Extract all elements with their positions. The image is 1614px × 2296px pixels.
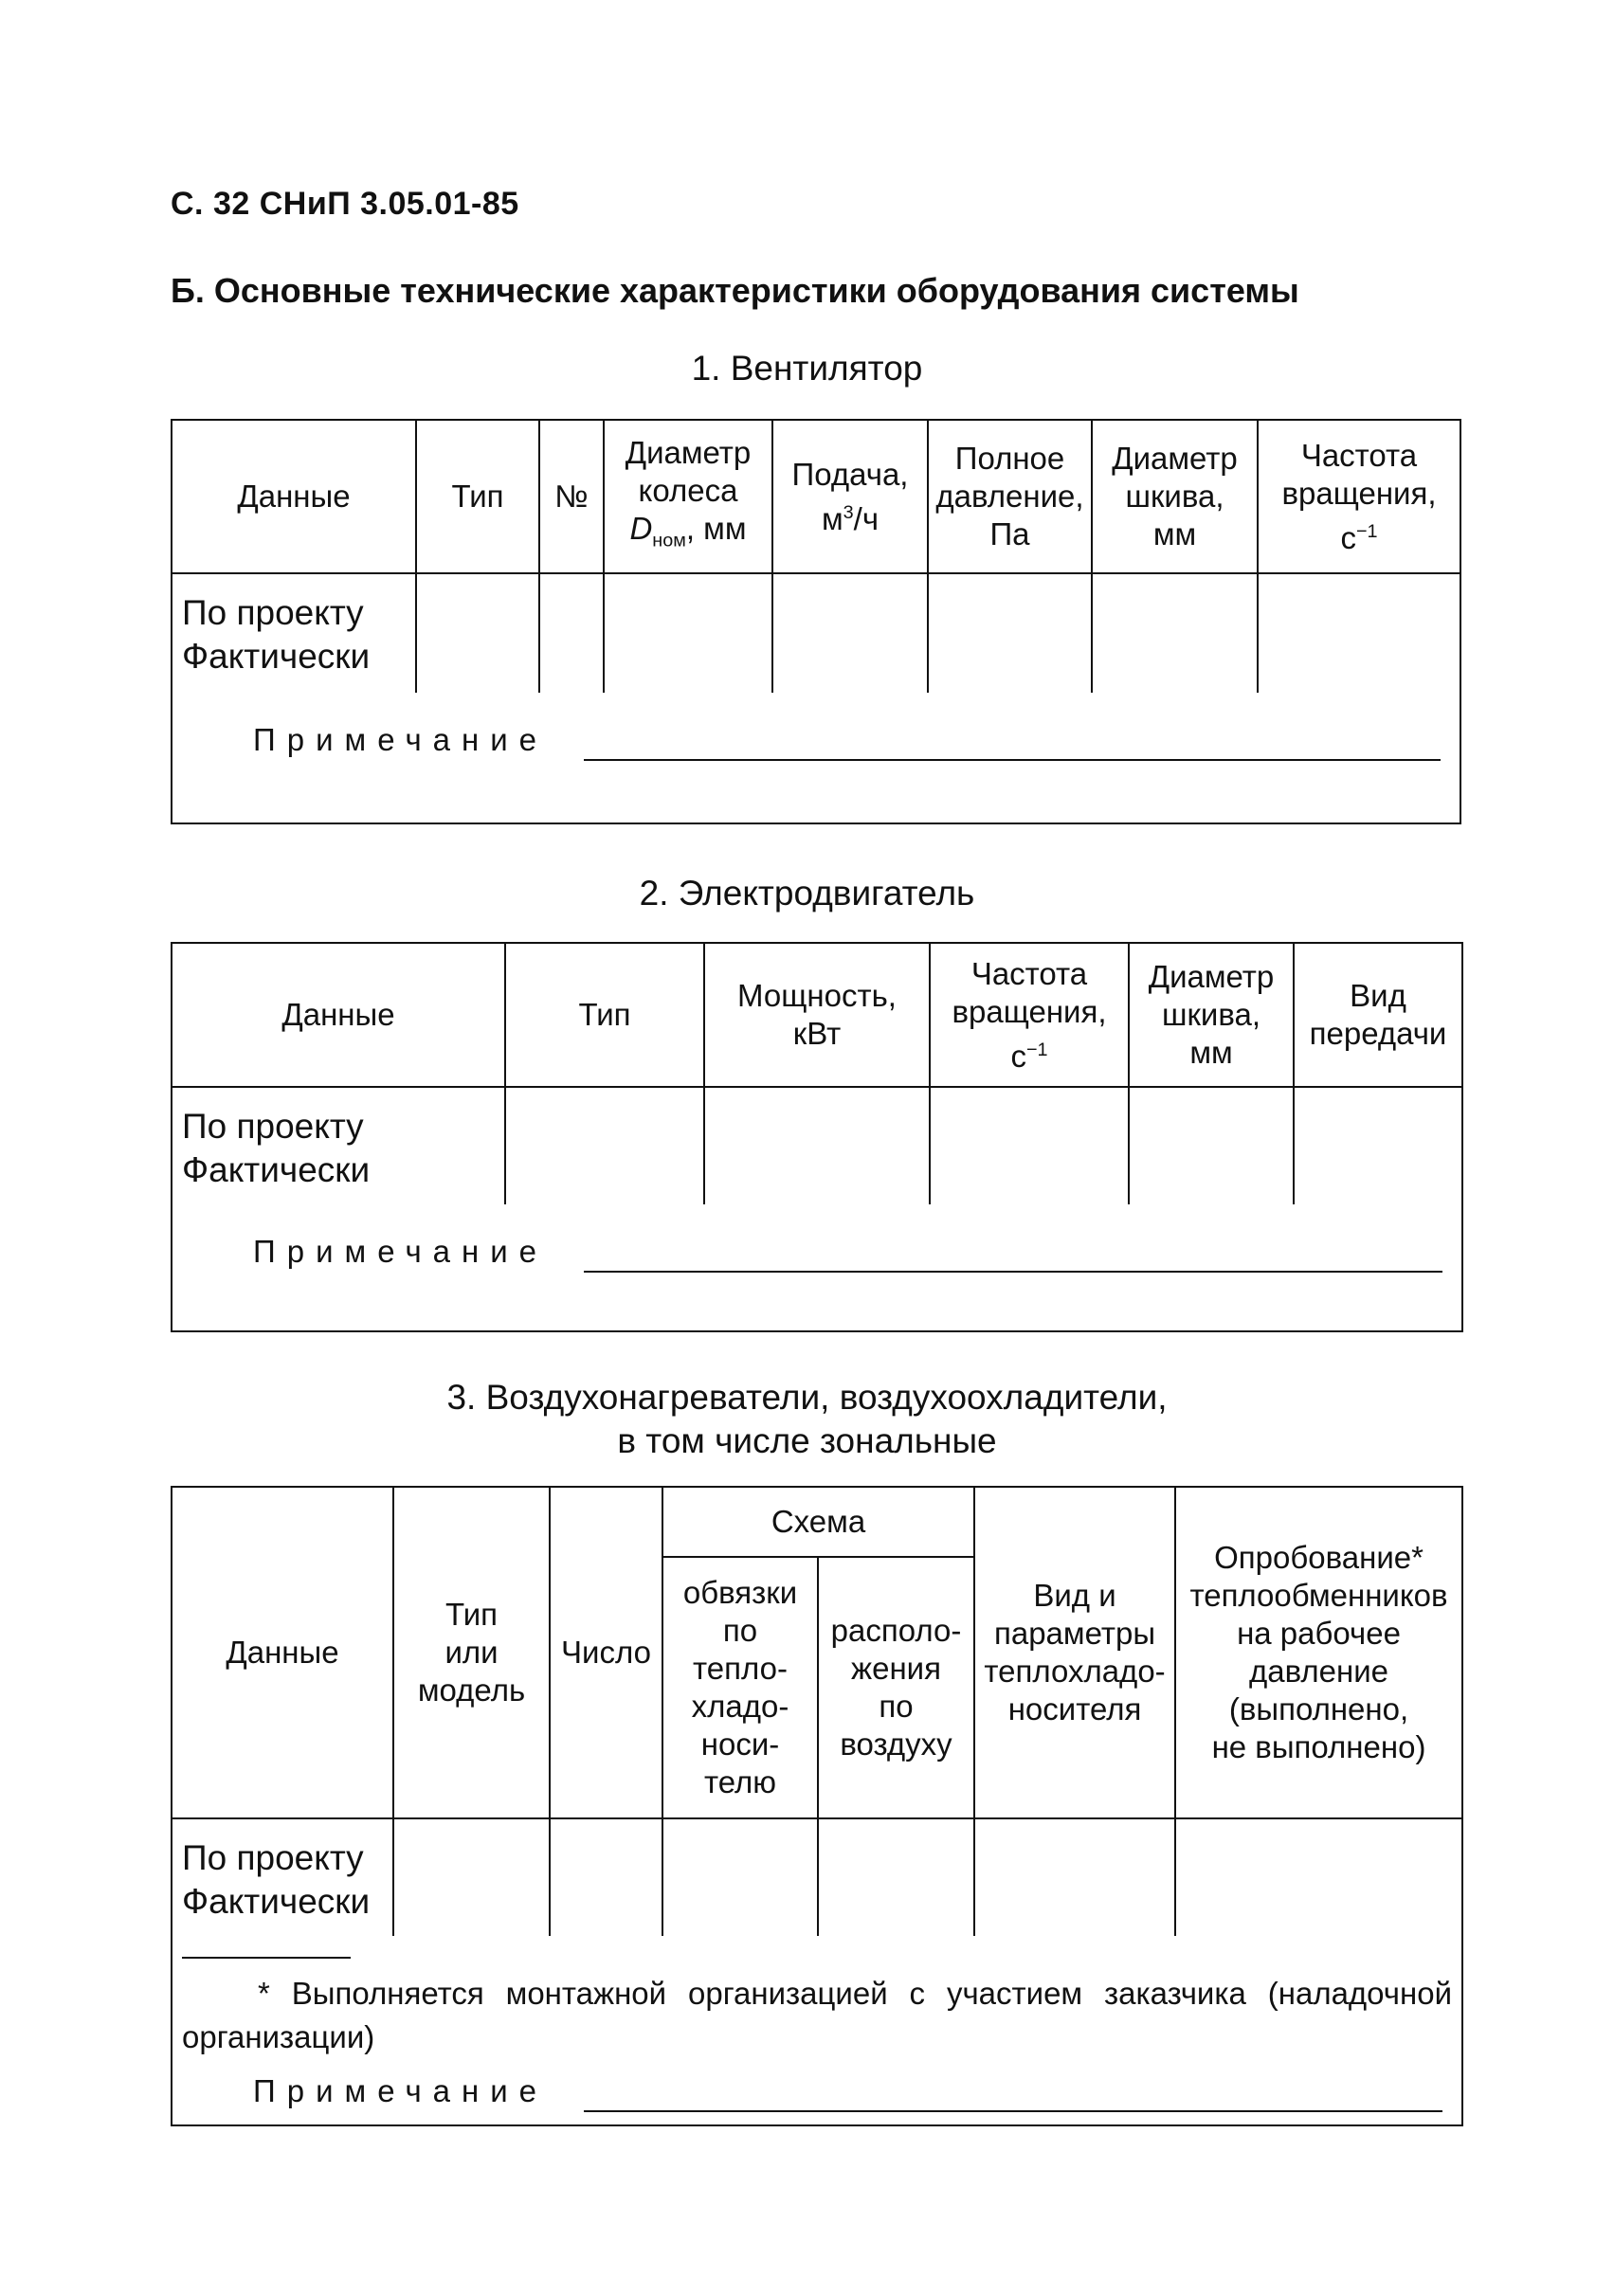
section-title: Б. Основные технические характеристики оборудования системы xyxy=(171,271,1299,310)
note-label: Примечание xyxy=(253,722,549,757)
col-type-model: Тип или модель xyxy=(393,1487,550,1818)
cell-empty xyxy=(1129,1087,1294,1204)
row-labels: По проекту Фактически xyxy=(172,1087,505,1204)
cell-empty xyxy=(539,573,604,693)
note-label: Примечание xyxy=(253,2073,549,2108)
heater-table xyxy=(171,1486,1463,2126)
cell-empty xyxy=(1175,1818,1462,1936)
table1-title: 1. Вентилятор xyxy=(691,349,923,388)
col-data: Данные xyxy=(172,1487,393,1818)
note-line xyxy=(584,2110,1442,2112)
footnote: * Выполняется монтажной организацией с участием заказчика (наладочной организации) xyxy=(182,1976,1453,2054)
col-scheme-binding: обвязки по тепло- хладо- носи- телю xyxy=(662,1557,818,1818)
cell-empty xyxy=(604,573,772,693)
note-line xyxy=(584,759,1441,761)
cell-empty xyxy=(1258,573,1460,693)
cell-empty xyxy=(550,1818,662,1936)
cell-empty xyxy=(772,573,928,693)
col-rotation: Частота вращения, $с^{-1}$ xyxy=(1258,420,1460,573)
cell-empty xyxy=(974,1818,1175,1936)
cell-empty xyxy=(818,1818,974,1936)
cell-empty xyxy=(930,1087,1129,1204)
col-wheel-diameter: Диаметр колеса $D_{ном}$, мм xyxy=(604,420,772,573)
col-scheme: Схема xyxy=(662,1487,974,1557)
note-label: Примечание xyxy=(253,1234,549,1269)
col-pulley-diameter: Диаметр шкива, мм xyxy=(1129,943,1294,1087)
footnote-rule xyxy=(182,1957,351,1959)
col-transmission: Вид передачи xyxy=(1294,943,1462,1087)
note-area xyxy=(172,693,1460,823)
col-medium: Вид и параметры теплохладо- носителя xyxy=(974,1487,1175,1818)
cell-empty xyxy=(928,573,1092,693)
col-rotation: Частота вращения, $с^{-1}$ xyxy=(930,943,1129,1087)
cell-empty xyxy=(1294,1087,1462,1204)
col-data: Данные xyxy=(172,943,505,1087)
col-pulley-diameter: Диаметр шкива, мм xyxy=(1092,420,1258,573)
col-pressure: Полное давление, Па xyxy=(928,420,1092,573)
col-flow: Подача, $м^3/ч$ xyxy=(772,420,928,573)
note-area xyxy=(172,1204,1462,1331)
row-labels: По проекту Фактически xyxy=(172,573,416,693)
col-number: № xyxy=(539,420,604,573)
cell-empty xyxy=(704,1087,930,1204)
col-scheme-location: располо- жения по воздуху xyxy=(818,1557,974,1818)
cell-empty xyxy=(505,1087,704,1204)
col-data: Данные xyxy=(172,420,416,573)
cell-empty xyxy=(416,573,539,693)
page-header: С. 32 СНиП 3.05.01-85 xyxy=(171,186,519,222)
col-type: Тип xyxy=(416,420,539,573)
table2-title: 2. Электродвигатель xyxy=(639,874,975,913)
col-type: Тип xyxy=(505,943,704,1087)
col-pressure-test: Опробование* теплообменников на рабочее давление (выполнено, не выполнено) xyxy=(1175,1487,1462,1818)
cell-empty xyxy=(393,1818,550,1936)
col-power: Мощность, кВт xyxy=(704,943,930,1087)
table3-title: 3. Воздухонагреватели, воздухоохладители, в том числе зональные xyxy=(446,1378,1168,1460)
fan-table xyxy=(171,419,1461,824)
cell-empty xyxy=(1092,573,1258,693)
note-line xyxy=(584,1271,1442,1273)
motor-table xyxy=(171,942,1463,1332)
footnote-area xyxy=(172,1936,1462,2125)
cell-empty xyxy=(662,1818,818,1936)
row-labels: По проекту Фактически xyxy=(172,1818,393,1936)
col-count: Число xyxy=(550,1487,662,1818)
